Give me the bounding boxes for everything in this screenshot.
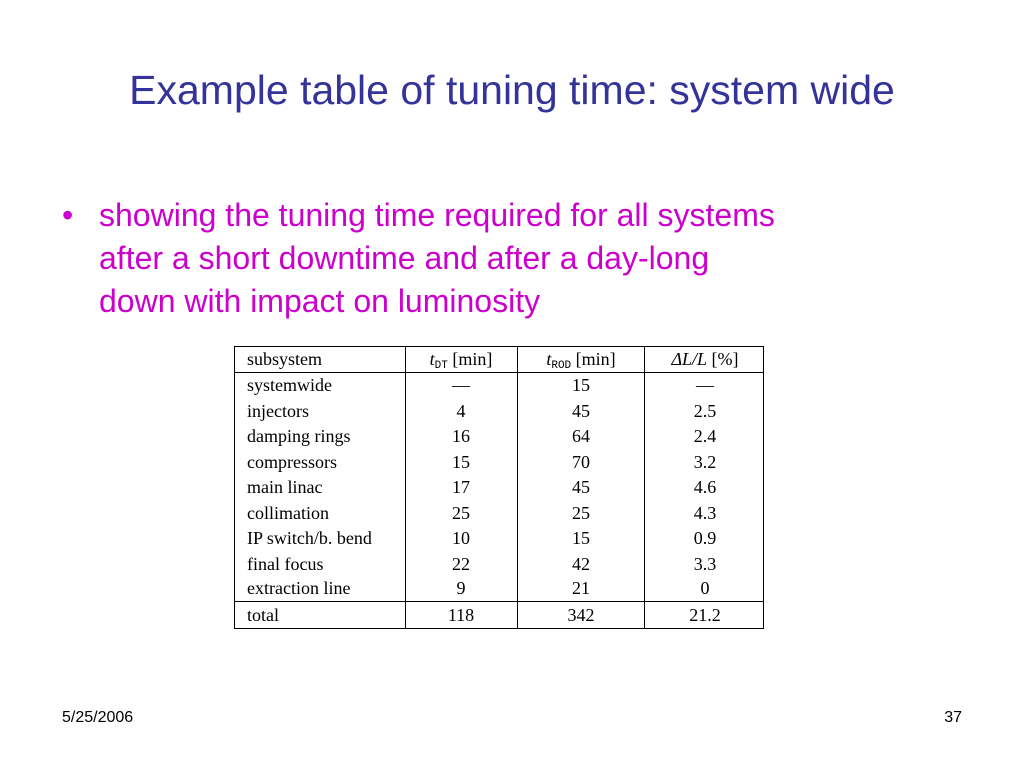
cell-t-rod: 70: [572, 451, 590, 472]
cell-subsystem: systemwide: [247, 375, 332, 395]
bullet-dot: •: [62, 197, 74, 233]
bullet-line: down with impact on luminosity: [99, 283, 541, 319]
cell-subsystem: extraction line: [247, 578, 351, 598]
cell-t-rod: 45: [572, 477, 590, 497]
cell-t-dt: 10: [452, 528, 470, 548]
cell-t-rod: 21: [572, 578, 590, 598]
cell-total-t-rod: 342: [567, 605, 595, 625]
cell-subsystem: damping rings: [247, 426, 351, 446]
cell-t-dt: 16: [452, 426, 470, 446]
cell-total-t-dt: 118: [447, 605, 475, 625]
cell-t-dt: 17: [452, 477, 470, 497]
cell-t-dt: 22: [452, 553, 470, 574]
cell-subsystem: final focus: [247, 553, 324, 574]
cell-t-rod: 15: [572, 528, 590, 548]
header-t-rod-var: t: [546, 349, 552, 369]
cell-subsystem: compressors: [247, 451, 337, 472]
header-luminosity-expr: ΔL/L: [671, 349, 708, 369]
cell-t-dt: 25: [452, 502, 470, 523]
cell-t-rod: 64: [572, 426, 590, 446]
cell-t-rod: 45: [572, 400, 590, 421]
cell-t-dt: 4: [456, 400, 466, 421]
cell-t-rod: 25: [572, 502, 590, 523]
cell-subsystem: main linac: [247, 477, 323, 497]
cell-luminosity: 4.6: [693, 477, 717, 497]
bullet-text: [99, 194, 962, 323]
cell-luminosity: 2.5: [693, 400, 717, 421]
bullet-list-item: [62, 194, 962, 323]
cell-subsystem: injectors: [247, 400, 309, 421]
cell-luminosity: 3.2: [693, 451, 717, 472]
page-number: 37: [944, 709, 962, 726]
header-t-rod-sub: ROD: [551, 360, 572, 372]
header-t-dt: [405, 347, 517, 371]
header-subsystem: subsystem: [247, 349, 323, 369]
cell-subsystem: collimation: [247, 502, 329, 523]
bullet-line: showing the tuning time required for all systems: [99, 197, 775, 233]
cell-t-dt: 9: [456, 578, 466, 598]
cell-luminosity: 3.3: [693, 553, 717, 574]
cell-t-rod: 15: [572, 375, 590, 395]
header-t-dt-unit: [min]: [452, 349, 493, 369]
cell-luminosity: 0: [700, 578, 710, 598]
header-luminosity-unit: [%]: [711, 349, 739, 369]
cell-total-label: total: [247, 605, 279, 625]
cell-total-luminosity: 21.2: [689, 605, 721, 625]
cell-t-rod: 42: [572, 553, 590, 574]
header-t-dt-var: t: [429, 349, 435, 369]
bullet-line: after a short downtime and after a day-long: [99, 240, 710, 276]
cell-t-dt: 15: [452, 451, 470, 472]
header-t-dt-sub: DT: [434, 360, 448, 372]
cell-luminosity: 4.3: [693, 502, 717, 523]
header-t-rod-unit: [min]: [575, 349, 616, 369]
tuning-time-table: [234, 346, 764, 629]
cell-luminosity: 0.9: [693, 528, 717, 548]
footer-date: 5/25/2006: [62, 709, 134, 726]
cell-subsystem: IP switch/b. bend: [247, 528, 372, 548]
header-t-rod: [518, 347, 644, 371]
cell-t-dt: —: [452, 375, 470, 395]
cell-luminosity: 2.4: [693, 426, 717, 446]
slide-title: Example table of tuning time: system wide: [129, 67, 895, 113]
cell-luminosity: —: [696, 375, 714, 395]
header-luminosity: [645, 347, 765, 371]
total-rule: [235, 601, 763, 602]
